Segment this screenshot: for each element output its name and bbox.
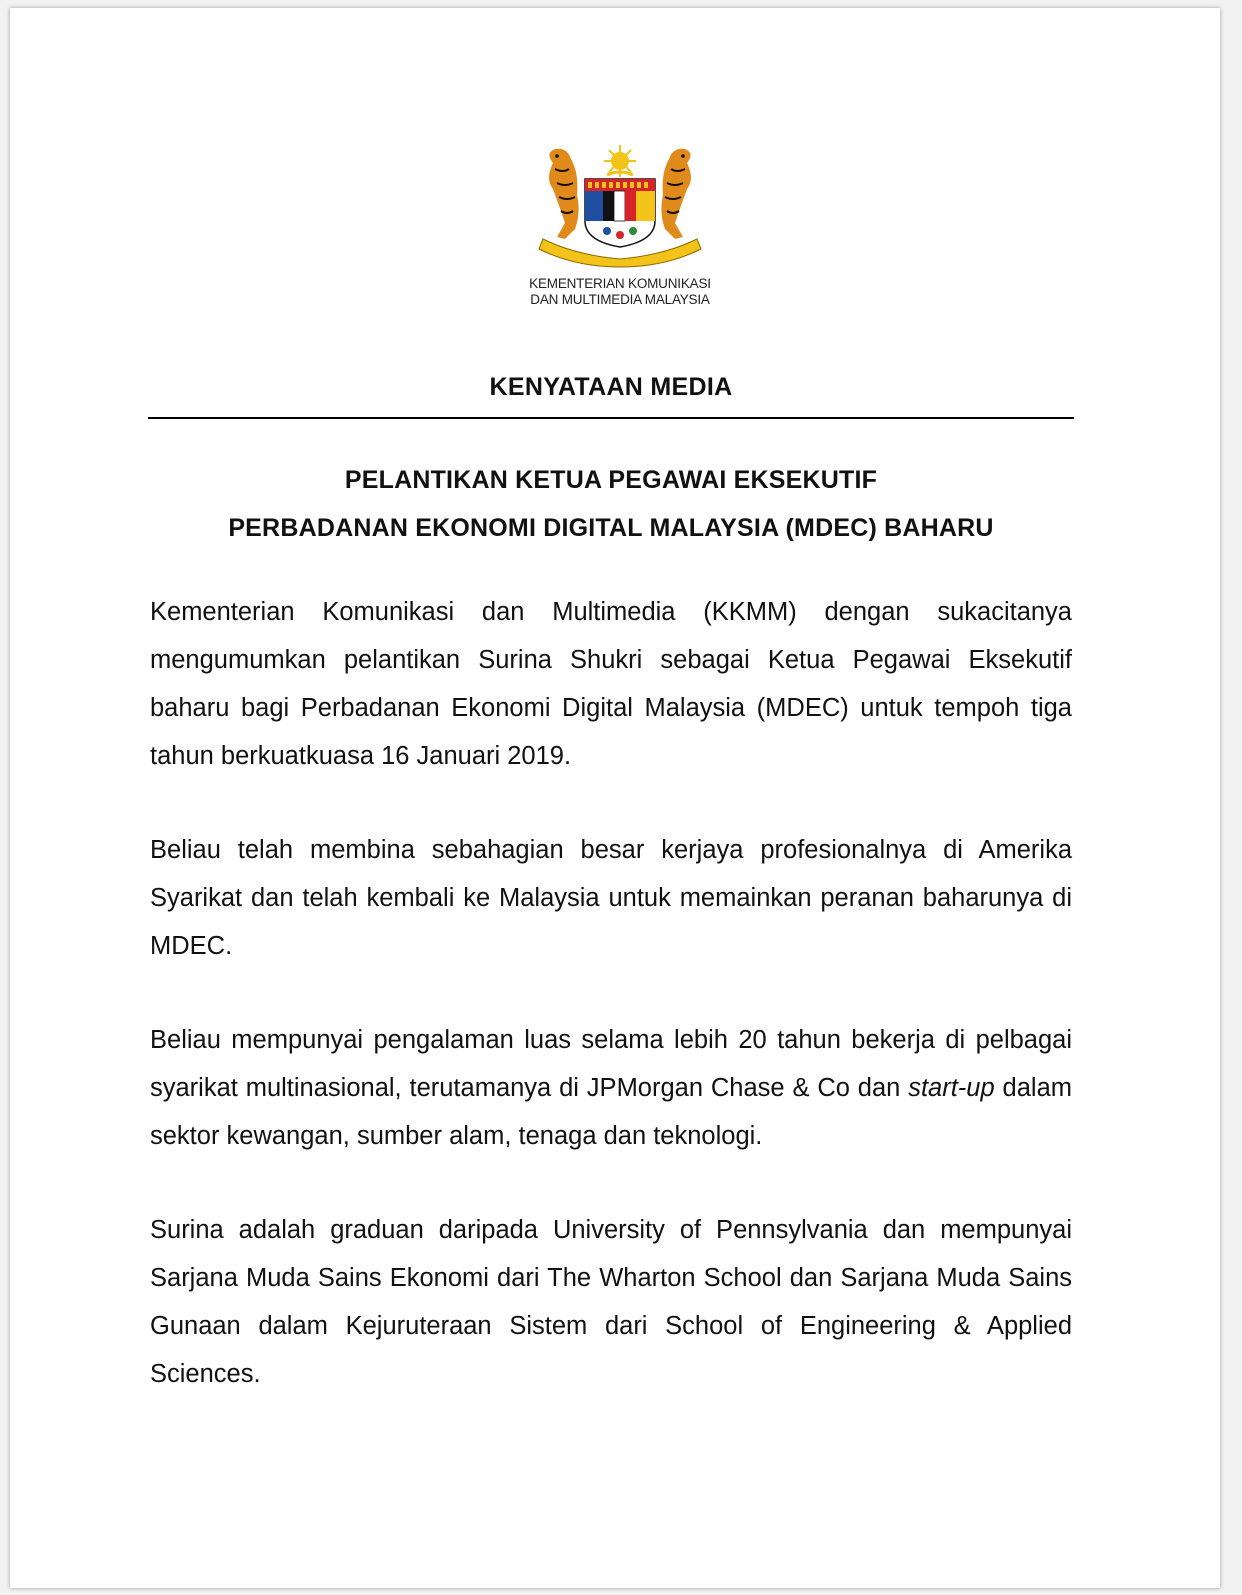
ministry-name-line-2: DAN MULTIMEDIA MALAYSIA	[530, 292, 710, 307]
document-type-heading: KENYATAAN MEDIA	[489, 373, 733, 401]
paragraph-3-italic-term: start-up	[908, 1074, 995, 1102]
paragraph-4: Surina adalah graduan daripada University of Pennsylvania dan mempunyai Sarjana Muda Sains Ekonomi dari The Wharton School dan Sarjana Muda Sains Gunaan dalam Kejuruteraan Sistem dari School of Engineering & Applied Sciences.	[150, 1216, 1072, 1388]
paragraph-3-start: Beliau mempunyai pengalaman luas selama lebih 20 tahun bekerja di pelbagai syarikat multinasional, terutamanya di JPMorgan Chase & Co dan	[150, 1026, 1072, 1102]
title-line-1: PELANTIKAN KETUA PEGAWAI EKSEKUTIF	[344, 466, 878, 494]
right-tiger-icon	[661, 149, 691, 239]
press-release-title	[148, 456, 1074, 552]
paragraph-3-end: dalam sektor kewangan, sumber alam, tenaga dan teknologi.	[150, 1074, 1072, 1150]
left-tiger-icon	[549, 149, 579, 239]
heading-divider	[148, 417, 1074, 419]
paragraph-3	[150, 1016, 1072, 1160]
title-line-2: PERBADANAN EKONOMI DIGITAL MALAYSIA (MDEC) BAHARU	[228, 514, 994, 542]
ministry-name-line-1: KEMENTERIAN KOMUNIKASI	[529, 276, 711, 291]
paragraph-1: Kementerian Komunikasi dan Multimedia (KKMM) dengan sukacitanya mengumumkan pelantikan Surina Shukri sebagai Ketua Pegawai Eksekutif baharu bagi Perbadanan Ekonomi Digital Malaysia (MDEC) untuk tempoh tiga tahun berkuatkuasa 16 Januari 2019.	[150, 598, 1072, 770]
coat-of-arms-logo	[535, 143, 705, 268]
federal-star-icon	[604, 145, 636, 177]
document-page	[10, 8, 1220, 1588]
paragraph-2: Beliau telah membina sebahagian besar kerjaya profesionalnya di Amerika Syarikat dan telah kembali ke Malaysia untuk memainkan peranan baharunya di MDEC.	[150, 836, 1072, 960]
shield-icon	[585, 179, 655, 247]
ministry-name	[490, 276, 750, 308]
